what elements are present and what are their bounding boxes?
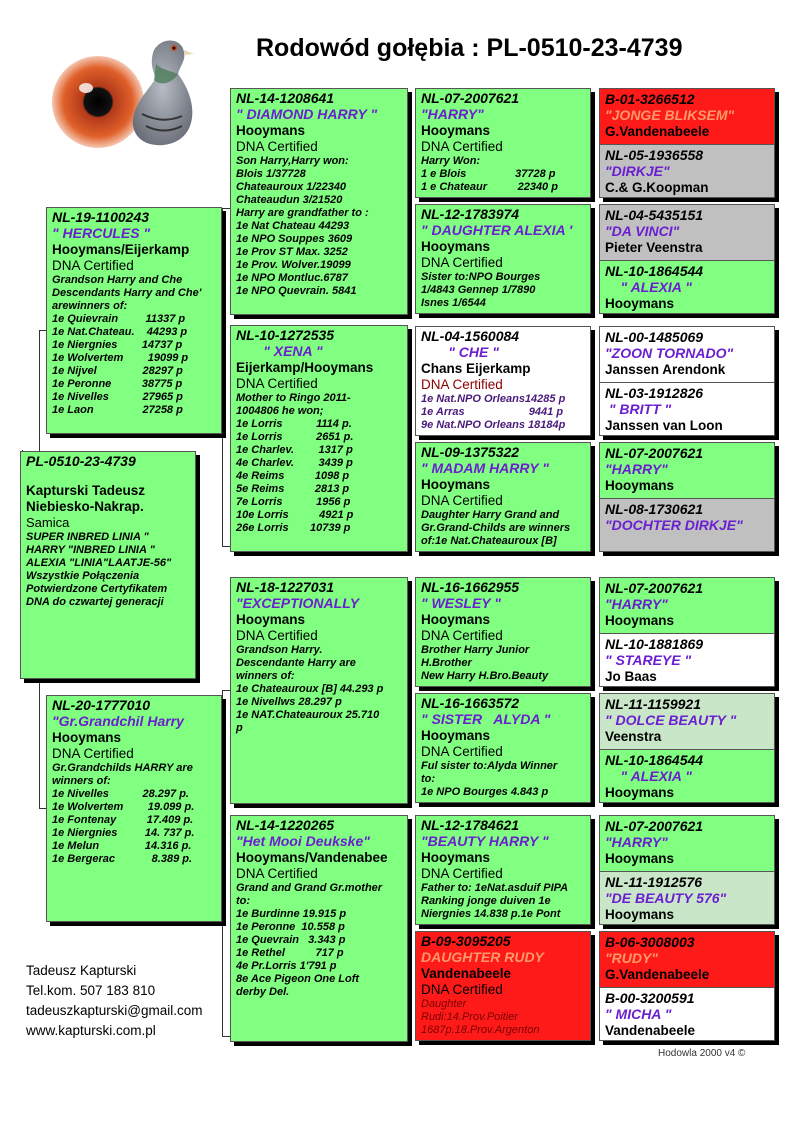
pigeon-name: " SISTER ALYDA " bbox=[421, 711, 551, 727]
pigeon-name: " HERCULES " bbox=[52, 225, 151, 241]
description: Grandson Harry. Descendante Harry are winners of: 1e Chateauroux [B] 44.293 p 1e Nivellws 28.297 p 1e NAT.Chateauroux 25.710 p bbox=[236, 644, 384, 734]
ring-number: NL-12-1784621 bbox=[421, 817, 520, 833]
ring-number: NL-07-2007621 bbox=[605, 445, 704, 461]
ring-number: NL-11-1159921 bbox=[605, 696, 701, 712]
breeder: Chans Eijerkamp bbox=[421, 361, 531, 376]
description: Daughter Harry Grand and Gr.Grand-Childs are winners of:1e Nat.Chateauroux [B] bbox=[421, 509, 571, 547]
ring-number: NL-04-5435151 bbox=[605, 207, 704, 223]
great-grandparent-card bbox=[415, 693, 591, 803]
breeder: Janssen van Loon bbox=[605, 418, 723, 433]
ring-number: NL-05-1936558 bbox=[605, 147, 704, 163]
pigeon-name: "DOCHTER DIRKJE" bbox=[605, 517, 743, 533]
breeder: Hooymans bbox=[605, 907, 675, 922]
g4-pair-card bbox=[599, 931, 775, 1041]
ring-number: NL-07-2007621 bbox=[605, 818, 704, 834]
owner-website[interactable]: www.kapturski.com.pl bbox=[26, 1023, 156, 1038]
breeder: Hooymans bbox=[421, 728, 491, 743]
great-grandparent-card bbox=[415, 204, 591, 314]
ring-number: NL-10-1864544 bbox=[605, 263, 704, 279]
dna-status: DNA Certified bbox=[52, 258, 134, 273]
pigeon-name: "Gr.Grandchil Harry bbox=[52, 713, 184, 729]
pigeon-name: "EXCEPTIONALLY bbox=[236, 595, 360, 611]
pigeon-name: " CHE " bbox=[421, 344, 499, 360]
main-sex: Samica bbox=[26, 515, 70, 530]
description: 1e Nat.NPO Orleans14285 p 1e Arras 9441 p 9e Nat.NPO Orleans 18184p bbox=[421, 393, 566, 431]
description: Gr.Grandchilds HARRY are winners of: 1e Nivelles 28.297 p. 1e Wolvertem 19.099 p. 1e Fontenay 17.409 p. 1e Niergnies 14. 737 p. 1e Melun 14.316 p. 1e Bergerac 8.389 p. bbox=[52, 762, 195, 865]
pigeon-name: " ALEXIA " bbox=[605, 279, 692, 295]
ring-number: NL-10-1864544 bbox=[605, 752, 704, 768]
pigeon-name: DAUGHTER RUDY bbox=[421, 949, 544, 965]
grandfather-maternal-card bbox=[230, 577, 408, 804]
ring-number: NL-14-1220265 bbox=[236, 817, 335, 833]
pigeon-name: " MICHA " bbox=[605, 1006, 672, 1022]
ring-number: NL-00-1485069 bbox=[605, 329, 704, 345]
pigeon-name: " STAREYE " bbox=[605, 652, 692, 668]
ring-number: NL-20-1777010 bbox=[52, 697, 151, 713]
ring-number: NL-11-1912576 bbox=[605, 874, 703, 890]
description: Brother Harry Junior H.Brother New Harry H.Bro.Beauty bbox=[421, 644, 549, 682]
dna-status: DNA Certified bbox=[421, 493, 503, 508]
breeder: Hooymans bbox=[605, 296, 675, 311]
connector-line bbox=[222, 1036, 230, 1037]
owner-email[interactable]: tadeuszkapturski@gmail.com bbox=[26, 1003, 203, 1018]
description: Daughter Rudi:14.Prov.Poitier 1687p.18.Prov.Argenton bbox=[421, 998, 540, 1036]
dna-status: DNA Certified bbox=[236, 628, 318, 643]
dna-status: DNA Certified bbox=[421, 377, 503, 392]
breeder: Hooymans bbox=[421, 850, 491, 865]
pigeon-name: " BRITT " bbox=[605, 401, 672, 417]
pigeon-eye-logo bbox=[50, 30, 200, 160]
description: Father to: 1eNat.asduif PIPA Ranking jonge duiven 1e Niergnies 14.838 p.1e Pont bbox=[421, 882, 569, 920]
g4-pair-card bbox=[599, 815, 775, 925]
pigeon-name: "Het Mooi Deukske" bbox=[236, 833, 370, 849]
breeder: Vandenabeele bbox=[421, 966, 512, 981]
connector-line bbox=[222, 208, 223, 546]
description: Son Harry,Harry won: Blois 1/37728 Chateauroux 1/22340 Chateaudun 3/21520 Harry are grandfather to : 1e Nat Chateau 44293 1e NPO Souppes 3609 1e Prov ST Max. 3252 1e Prov. Wolver.19099 1e NPO Montluc.6787 1e NPO Quevrain. 5841 bbox=[236, 155, 369, 297]
description: Grand and Grand Gr.mother to: 1e Burdinne 19.915 p 1e Peronne 10.558 p 1e Quevrain 3.343 p 1e Rethel 717 p 4e Pr.Lorris 1'791 p 8e Ace Pigeon One Loft derby Del. bbox=[236, 882, 383, 998]
connector-line bbox=[222, 208, 230, 209]
description: Sister to:NPO Bourges 1/4843 Gennep 1/7890 Isnes 1/6544 bbox=[421, 271, 541, 309]
pigeon-name: "HARRY" bbox=[605, 596, 668, 612]
breeder: Pieter Veenstra bbox=[605, 240, 703, 255]
great-grandparent-card bbox=[415, 815, 591, 925]
ring-number: NL-08-1730621 bbox=[605, 501, 704, 517]
great-grandparent-card bbox=[415, 442, 591, 552]
ring-number: NL-10-1272535 bbox=[236, 327, 335, 343]
ring-number: NL-07-2007621 bbox=[605, 580, 704, 596]
pigeon-name: " WESLEY " bbox=[421, 595, 501, 611]
ring-number: NL-16-1663572 bbox=[421, 695, 520, 711]
ring-number: B-01-3266512 bbox=[605, 91, 695, 107]
pigeon-name: "BEAUTY HARRY " bbox=[421, 833, 549, 849]
breeder: Hooymans bbox=[605, 851, 675, 866]
connector-line bbox=[222, 546, 230, 547]
pigeon-name: "DE BEAUTY 576" bbox=[605, 890, 727, 906]
dna-status: DNA Certified bbox=[421, 744, 503, 759]
dna-status: DNA Certified bbox=[421, 982, 503, 997]
breeder: Hooymans bbox=[421, 123, 491, 138]
dna-status: DNA Certified bbox=[52, 746, 134, 761]
g4-pair-card bbox=[599, 88, 775, 198]
pigeon-name: " MADAM HARRY " bbox=[421, 460, 549, 476]
grandmother-paternal-card bbox=[230, 325, 408, 552]
ring-number: B-09-3095205 bbox=[421, 933, 511, 949]
ring-number: NL-04-1560084 bbox=[421, 328, 520, 344]
description: Harry Won: 1 e Blois 37728 p 1 e Chateaur 22340 p bbox=[421, 155, 558, 193]
ring-number: NL-07-2007621 bbox=[421, 90, 520, 106]
breeder: Hooymans bbox=[52, 730, 122, 745]
owner-phone: Tel.kom. 507 183 810 bbox=[26, 983, 156, 998]
main-pigeon-card bbox=[20, 451, 196, 679]
g4-pair-card bbox=[599, 204, 775, 314]
pigeon-name: "HARRY" bbox=[421, 106, 484, 122]
ring-number: NL-10-1881869 bbox=[605, 636, 704, 652]
pigeon-name: "DIRKJE" bbox=[605, 163, 670, 179]
breeder: Hooymans bbox=[421, 612, 491, 627]
software-version: Hodowla 2000 v4 © bbox=[658, 1048, 746, 1059]
ring-number: NL-14-1208641 bbox=[236, 90, 335, 106]
description: Grandson Harry and Che Descendants Harry and Che' arewinners of: 1e Quievrain 11337 p 1e Nat.Chateau. 44293 p 1e Niergnies 14737 p 1e Wolvertem 19099 p 1e Nijvel 28297 p 1e Peronne 38775 p 1e Nivelles 27965 p 1e Laon 27258 p bbox=[52, 274, 202, 416]
owner-contact bbox=[26, 961, 203, 1041]
breeder: Hooymans/Eijerkamp bbox=[52, 242, 190, 257]
breeder: Hooymans bbox=[236, 612, 306, 627]
pigeon-name: "JONGE BLIKSEM" bbox=[605, 107, 735, 123]
great-grandparent-card bbox=[415, 326, 591, 436]
pigeon-name: " XENA " bbox=[236, 343, 323, 359]
grandmother-maternal-card bbox=[230, 815, 408, 1042]
breeder: Hooymans bbox=[605, 613, 675, 628]
dna-status: DNA Certified bbox=[421, 866, 503, 881]
grandfather-paternal-card bbox=[230, 88, 408, 315]
dna-status: DNA Certified bbox=[236, 376, 318, 391]
ring-number: B-06-3008003 bbox=[605, 934, 695, 950]
g4-pair-card bbox=[599, 693, 775, 803]
breeder: Janssen Arendonk bbox=[605, 362, 726, 377]
pigeon-name: "DA VINCI" bbox=[605, 223, 680, 239]
pigeon-name: "ZOON TORNADO" bbox=[605, 345, 734, 361]
ring-number: NL-03-1912826 bbox=[605, 385, 704, 401]
g4-pair-card bbox=[599, 326, 775, 436]
ring-number: NL-16-1662955 bbox=[421, 579, 520, 595]
pigeon-name: "HARRY" bbox=[605, 834, 668, 850]
page-title: Rodowód gołębia : PL-0510-23-4739 bbox=[256, 34, 683, 62]
pigeon-name: "HARRY" bbox=[605, 461, 668, 477]
great-grandparent-card bbox=[415, 88, 591, 198]
breeder: Hooymans bbox=[421, 477, 491, 492]
mother-card bbox=[46, 695, 222, 922]
breeder: Hooymans bbox=[236, 123, 306, 138]
dna-status: DNA Certified bbox=[421, 139, 503, 154]
breeder: Hooymans/Vandenabee bbox=[236, 850, 388, 865]
owner-name: Tadeusz Kapturski bbox=[26, 963, 137, 978]
main-notes: SUPER INBRED LINIA " HARRY "INBRED LINIA " ALEXIA "LINIA"LAATJE-56" Wszystkie Połączenia Potwierdzone Certyfikatem DNA do czwartej generacji bbox=[26, 531, 172, 608]
dna-status: DNA Certified bbox=[236, 139, 318, 154]
main-owner: Kapturski Tadeusz bbox=[26, 483, 146, 498]
breeder: Vandenabeele bbox=[605, 1023, 696, 1038]
dna-status: DNA Certified bbox=[421, 628, 503, 643]
main-ring-number: PL-0510-23-4739 bbox=[26, 453, 136, 469]
breeder: Jo Baas bbox=[605, 669, 657, 684]
breeder: Veenstra bbox=[605, 729, 662, 744]
g4-pair-card bbox=[599, 577, 775, 687]
dna-status: DNA Certified bbox=[421, 255, 503, 270]
pigeon-name: " DOLCE BEAUTY " bbox=[605, 712, 737, 728]
ring-number: B-00-3200591 bbox=[605, 990, 695, 1006]
breeder: G.Vandenabeele bbox=[605, 124, 710, 139]
description: Ful sister to:Alyda Winner to: 1e NPO Bourges 4.843 p bbox=[421, 760, 558, 798]
breeder: Hooymans bbox=[605, 785, 675, 800]
main-color: Niebiesko-Nakrap. bbox=[26, 499, 144, 514]
breeder: Hooymans bbox=[421, 239, 491, 254]
breeder: G.Vandenabeele bbox=[605, 967, 710, 982]
g4-pair-card bbox=[599, 442, 775, 552]
great-grandparent-card bbox=[415, 577, 591, 687]
breeder: Hooymans bbox=[605, 478, 675, 493]
breeder: C.& G.Koopman bbox=[605, 180, 709, 195]
description: Mother to Ringo 2011- 1004806 he won; 1e Lorris 1114 p. 1e Lorris 2651 p. 1e Charlev. 1317 p 4e Charlev. 3439 p 4e Reims 1098 p 5e Reims 2813 p 7e Lorris 1956 p 10e Lorris 4921 p 26e Lorris 10739 p bbox=[236, 392, 354, 534]
breeder: Eijerkamp/Hooymans bbox=[236, 360, 374, 375]
pigeon-name: " DIAMOND HARRY " bbox=[236, 106, 378, 122]
pigeon-name: " DAUGHTER ALEXIA ' bbox=[421, 222, 573, 238]
pigeon-name: "RUDY" bbox=[605, 950, 658, 966]
father-card bbox=[46, 207, 222, 434]
ring-number: NL-09-1375322 bbox=[421, 444, 520, 460]
pigeon-name: " ALEXIA " bbox=[605, 768, 692, 784]
connector-line bbox=[222, 690, 223, 1036]
connector-line bbox=[222, 690, 230, 691]
great-grandparent-card bbox=[415, 931, 591, 1041]
ring-number: NL-12-1783974 bbox=[421, 206, 520, 222]
ring-number: NL-19-1100243 bbox=[52, 209, 150, 225]
ring-number: NL-18-1227031 bbox=[236, 579, 335, 595]
dna-status: DNA Certified bbox=[236, 866, 318, 881]
